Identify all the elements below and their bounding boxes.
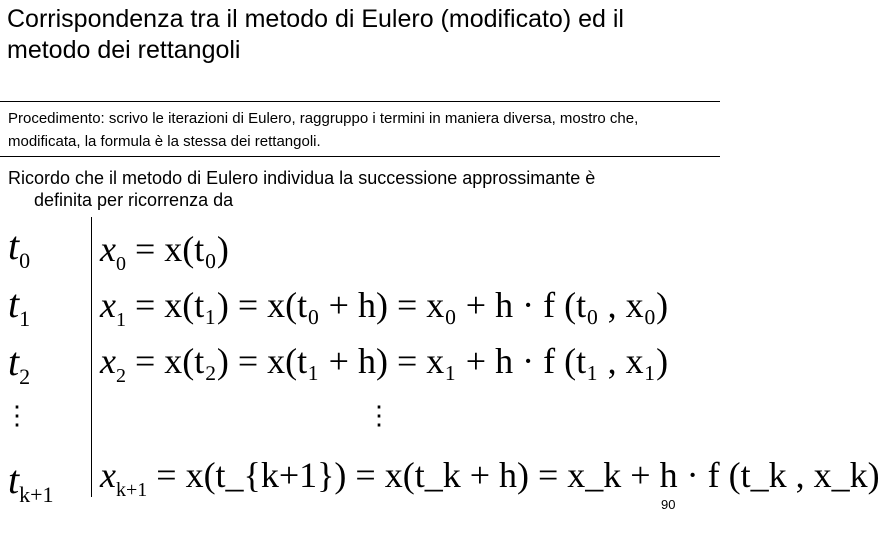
time-subscript: 1 bbox=[19, 306, 31, 331]
time-label-t1 bbox=[8, 281, 31, 339]
equation-lhs-subscript: 2 bbox=[115, 365, 126, 387]
procedure-text: Procedimento: scrivo le iterazioni di Eulero, raggruppo i termini in maniera diversa, mostro che, modificata, la formula è la stessa dei rettangoli. bbox=[8, 110, 639, 150]
equation-lhs-subscript: k+1 bbox=[115, 479, 148, 501]
time-subscript: 0 bbox=[19, 248, 31, 273]
time-symbol: t bbox=[8, 223, 20, 268]
vertical-ellipsis-left: ⋮ bbox=[4, 400, 30, 430]
intro-line-1: Ricordo che il metodo di Eulero individua la successione approssimante è bbox=[8, 168, 596, 188]
vertical-ellipsis-right: ⋮ bbox=[366, 400, 392, 430]
equation-lhs: x bbox=[100, 285, 116, 325]
equation-lhs: x bbox=[100, 229, 116, 269]
divider-top bbox=[0, 101, 720, 102]
equation-lhs-subscript: 0 bbox=[115, 253, 126, 275]
equation-row-k1 bbox=[100, 455, 880, 510]
time-symbol: t bbox=[8, 339, 20, 384]
table-divider-line bbox=[91, 217, 92, 497]
time-symbol: t bbox=[8, 281, 20, 326]
equation-lhs: x bbox=[100, 341, 116, 381]
equation-lhs: x bbox=[100, 455, 116, 495]
intro-text bbox=[8, 167, 708, 211]
time-label-tk1 bbox=[8, 457, 54, 515]
intro-line-2: definita per ricorrenza da bbox=[34, 190, 234, 210]
equation-row-2 bbox=[100, 341, 668, 396]
page-number: 90 bbox=[661, 497, 676, 512]
equation-rhs: = x(t_{k+1}) = x(t_k + h) = x_k + h · f (t_k , x_k) bbox=[156, 455, 880, 495]
time-subscript: k+1 bbox=[19, 482, 54, 507]
time-symbol: t bbox=[8, 457, 20, 502]
divider-bottom bbox=[0, 156, 720, 157]
equation-row-1 bbox=[100, 285, 668, 340]
equation-rhs: = x(t₂) = x(t₁ + h) = x₁ + h · f (t₁ , x₁) bbox=[134, 341, 669, 381]
equation-rhs: = x(t₁) = x(t₀ + h) = x₀ + h · f (t₀ , x₀) bbox=[134, 285, 669, 325]
time-subscript: 2 bbox=[19, 364, 31, 389]
equation-rhs: = x(t₀) bbox=[134, 229, 229, 269]
equation-row-0 bbox=[100, 229, 229, 284]
time-label-t0 bbox=[8, 223, 31, 281]
equation-lhs-subscript: 1 bbox=[115, 309, 126, 331]
slide-title: Corrispondenza tra il metodo di Eulero (modificato) ed il metodo dei rettangoli bbox=[7, 5, 624, 64]
time-label-t2 bbox=[8, 339, 31, 397]
